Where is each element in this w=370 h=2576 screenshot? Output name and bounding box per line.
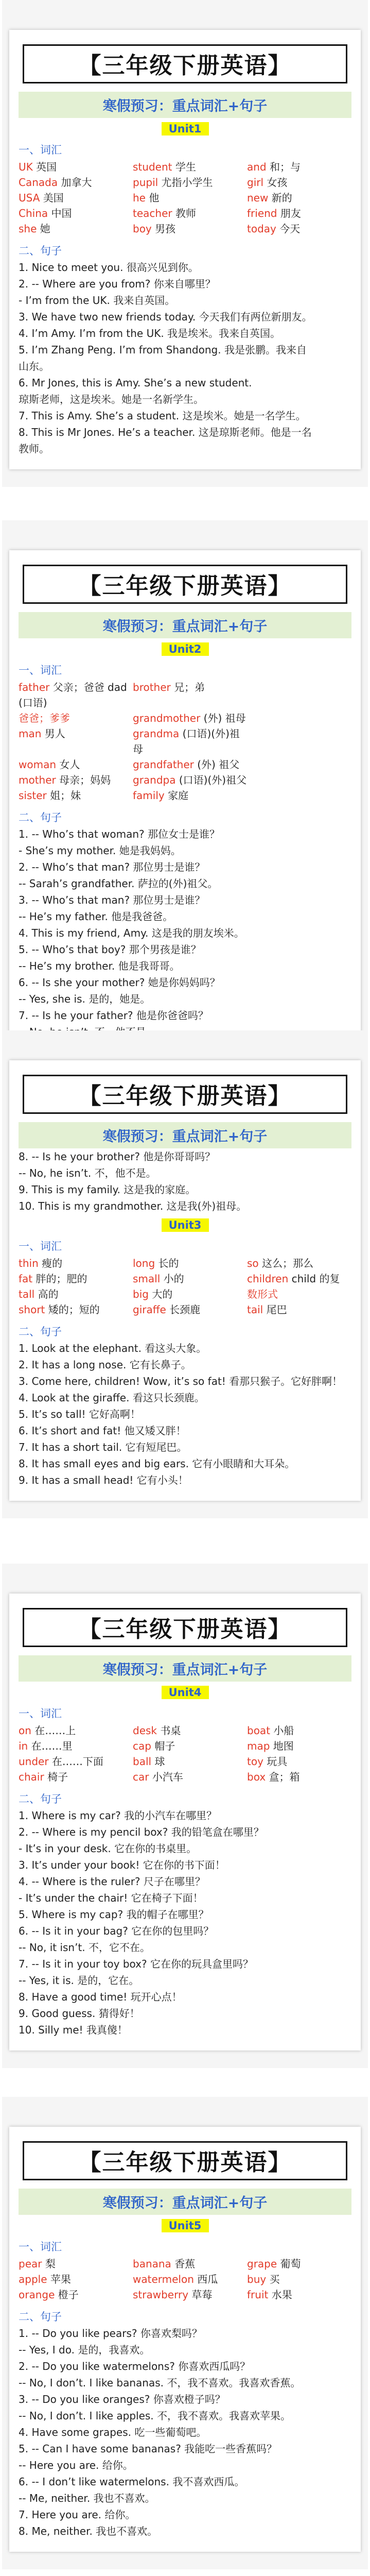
sentence-line: 5. Where is my cap? 我的帽子在哪里？ [19,1908,209,1921]
sentence-line: 6. -- Is she your mother? 她是你妈妈吗？ [19,976,220,989]
sentence-line: 琼斯老师，这是埃米。她是一名新学生。 [19,393,204,405]
content-card [9,550,361,1053]
sentence-line: 6. Mr Jones, this is Amy. She’s a new student. [19,377,252,389]
vocab-meaning: (外) 祖父 [197,758,240,771]
vocab-word: she [19,223,37,235]
vocab-word: today [247,223,276,235]
sentence-line: 3. -- Do you like oranges? 你喜欢橙子吗？ [19,2393,225,2405]
sentence-line: 5. It’s so tall! 它好高啊！ [19,1408,140,1420]
sentence-line: 2. It has a long nose. 它有长鼻子。 [19,1359,191,1371]
vocab-item [133,175,247,190]
sentence-line: -- Here you are. 给你。 [19,2459,133,2471]
vocab-item [247,1738,360,1754]
vocab-item [133,1769,247,1785]
sentence-line: 2. -- Do you like watermelons? 你喜欢西瓜吗？ [19,2360,251,2372]
vocab-meaning: 在……下面 [51,1755,103,1768]
sentence-line: 4. This is my friend, Amy. 这是我的朋友埃米。 [19,927,244,939]
vocab-meaning: 男人 [44,727,65,740]
vocab-word: under [19,1755,49,1768]
title-box [23,2141,347,2180]
vocab-item [19,757,133,772]
vocab-grid [19,1256,351,1317]
sentence-line: - It’s under the chair! 它在椅子下面！ [19,1892,203,1904]
vocab-word: 数形式 [247,1288,278,1300]
vocab-item [19,175,133,190]
vocab-item [247,1302,360,1317]
vocab-meaning: 兄；弟 [174,681,205,693]
sentences-heading: 二、句子 [19,1793,62,1805]
vocab-item [247,190,360,206]
vocab-word: box [247,1771,266,1783]
unit-tag: Unit2 [162,642,209,656]
vocab-meaning: 他 [149,192,160,204]
page-panel [2,1564,368,2068]
vocab-item [133,1723,247,1738]
sentence-line: 2. -- Where are you from? 你来自哪里？ [19,278,216,290]
vocab-item [247,159,360,175]
vocab-item [133,772,247,788]
vocab-item [247,1271,360,1286]
vocab-meaning: 葡萄 [280,2258,301,2270]
vocab-item [19,1302,133,1317]
vocab-word: man [19,727,42,740]
vocab-item [247,2256,360,2272]
vocab-word: children [247,1273,289,1285]
vocab-meaning: 梨 [45,2258,56,2270]
vocab-word: brother [133,681,171,693]
sentence-line: 4. -- Where is the ruler? 尺子在哪里？ [19,1875,205,1888]
sentence-line: 6. -- Is it in your bag? 它在你的包里吗？ [19,1925,214,1937]
vocab-meaning: 在……上 [34,1724,76,1737]
sentence-line: 7. -- Is it in your toy box? 它在你的玩具盒里吗？ [19,1958,253,1970]
vocab-word: USA [19,192,40,204]
vocab-item [133,2287,247,2302]
vocab-item [133,206,247,221]
vocab-item [19,726,133,757]
page-title: 【三年级下册英语】 [78,2149,292,2176]
sentence-line: 4. Have some grapes. 吃一些葡萄吧。 [19,2426,207,2438]
page-panel [2,0,368,487]
vocab-item [19,2287,133,2302]
vocab-word: friend [247,207,277,219]
vocab-item [133,788,247,803]
sentence-line: 1. Look at the elephant. 看这头大象。 [19,1342,207,1354]
vocab-item [247,726,360,757]
sentence-line: - It’s in your desk. 它在你的书桌里。 [19,1842,197,1855]
vocab-meaning: 今天 [279,223,301,235]
vocab-heading: 一、词汇 [19,1707,62,1720]
vocab-meaning: 和；与 [270,161,301,173]
vocab-word: grandfather [133,758,194,771]
vocab-item [133,757,247,772]
vocab-item [19,1723,133,1738]
sentence-line: 1. -- Who’s that woman? 那位女士是谁？ [19,828,220,840]
vocab-word: orange [19,2289,55,2301]
vocab-item [247,1723,360,1738]
vocab-word: 爸爸；爹爹 [19,712,70,724]
sentence-line: 10. Silly me! 我真傻！ [19,2024,128,2036]
vocab-item [133,190,247,206]
sentence-line: 3. Come here, children! Wow, it’s so fat! 看那只猴子。它好胖啊！ [19,1375,343,1387]
sentence-line: 山东。 [19,360,49,372]
vocab-item [133,1302,247,1317]
vocab-item [19,2272,133,2287]
vocab-meaning: 新的 [271,192,292,204]
vocab-meaning: 母亲；妈妈 [59,774,111,786]
sentence-line: -- Yes, she is. 是的，她是。 [19,993,151,1005]
vocab-meaning: 椅子 [47,1771,68,1783]
vocab-item [247,221,360,236]
sentence-line: -- No, I don’t. I like bananas. 不，我不喜欢。我喜欢香蕉。 [19,2377,301,2389]
vocab-item [133,2272,247,2287]
vocab-item [247,2287,360,2302]
sentence-line: -- No, he isn’t. 不，他不是。 [19,1167,156,1179]
title-box [23,1608,347,1647]
sentence-line: 9. Good guess. 猜得好！ [19,2007,140,2020]
vocab-item [247,710,360,726]
vocab-item [247,680,360,710]
vocab-meaning: 瘦的 [42,1257,63,1269]
page-title: 【三年级下册英语】 [78,53,292,79]
vocab-word: big [133,1288,149,1300]
vocab-item [19,1754,133,1769]
subtitle-banner: 寒假预习：重点词汇+句子 [19,2189,351,2215]
vocab-word: car [133,1771,149,1783]
vocab-item [133,1256,247,1271]
sentence-line: 8. It has small eyes and big ears. 它有小眼睛和大耳朵。 [19,1458,295,1470]
vocab-heading: 一、词汇 [19,664,62,676]
vocab-item [133,1286,247,1302]
vocab-word: grandma [133,727,180,740]
sentence-line: -- Yes, it is. 是的，它在。 [19,1974,139,1987]
vocab-meaning: 小船 [273,1724,294,1737]
vocab-meaning: 教师 [175,207,196,219]
subtitle-banner: 寒假预习：重点词汇+句子 [19,1122,351,1148]
page-title: 【三年级下册英语】 [78,1616,292,1642]
sentence-line: 1. -- Do you like pears? 你喜欢梨吗？ [19,2327,202,2340]
sentence-line: 8. Me, neither. 我也不喜欢。 [19,2525,158,2537]
sentence-line: - I’m from the UK. 我来自英国。 [19,294,175,307]
vocab-meaning: 香蕉 [174,2258,196,2270]
vocab-meaning: 大的 [152,1288,173,1300]
vocab-item [247,757,360,772]
vocab-item [133,726,247,757]
sentence-line: 6. -- I don’t like watermelons. 我不喜欢西瓜。 [19,2476,245,2488]
vocab-item [133,710,247,726]
sentences-heading: 二、句子 [19,1326,62,1338]
vocab-word: on [19,1724,31,1737]
sentence-line: 9. It has a small head! 它有小头！ [19,1474,188,1486]
sentence-line: 7. -- Is he your father? 他是你爸爸吗？ [19,1009,208,1022]
vocab-item [133,1754,247,1769]
vocab-heading: 一、词汇 [19,1240,62,1252]
vocab-word: mother [19,774,56,786]
unit-tag: Unit5 [162,2219,209,2232]
vocab-item [133,680,247,710]
vocab-meaning: 长颈鹿 [169,1303,201,1316]
sentence-line: 8. This is Mr Jones. He’s a teacher. 这是琼斯老师。他是一名 [19,426,312,438]
vocab-word: girl [247,176,264,189]
vocab-word: Canada [19,176,58,189]
vocab-word: ball [133,1755,152,1768]
vocab-meaning: 女孩 [267,176,288,189]
vocab-meaning: 球 [154,1755,165,1768]
vocab-item [19,206,133,221]
vocab-word: small [133,1273,161,1285]
vocab-grid [19,680,351,803]
vocab-meaning: 长的 [158,1257,179,1269]
vocab-meaning: 加拿大 [61,176,92,189]
vocab-item [247,1769,360,1785]
vocab-meaning: 尾巴 [266,1303,287,1316]
vocab-meaning: 矮的；短的 [48,1303,100,1316]
vocab-meaning: (口语)(外)祖父 [179,774,247,786]
vocab-item [247,772,360,788]
vocab-meaning: 姐；妹 [50,789,81,802]
vocab-meaning: 英国 [36,161,57,173]
sentence-line: -- He’s my brother. 他是我哥哥。 [19,960,180,972]
vocab-item [19,1256,133,1271]
vocab-item [19,2256,133,2272]
sentence-line: -- Me, neither. 我也不喜欢。 [19,2492,155,2504]
vocab-meaning: 苹果 [50,2273,71,2285]
vocab-word: thin [19,1257,39,1269]
vocab-meaning: 家庭 [168,789,189,802]
unit-tag: Unit4 [162,1686,209,1699]
sentence-line: 8. Have a good time! 玩开心点！ [19,1991,182,2003]
sentences-heading: 二、句子 [19,245,62,257]
vocab-word: grape [247,2258,277,2270]
sentence-line: 10. This is my grandmother. 这是我(外)祖母。 [19,1200,247,1212]
vocab-word: China [19,207,48,219]
vocab-meaning: 小的 [163,1273,184,1285]
vocab-word: family [133,789,165,802]
vocab-word: watermelon [133,2273,194,2285]
sentence-line: 3. It’s under your book! 它在你的书下面！ [19,1859,225,1871]
page-title: 【三年级下册英语】 [78,1083,292,1109]
sentence-line: -- No, it isn’t. 不，它不在。 [19,1941,151,1954]
vocab-item [19,1271,133,1286]
vocab-item [247,2272,360,2287]
content-card [9,2127,361,2552]
vocab-word: woman [19,758,57,771]
vocab-meaning: 草莓 [191,2289,213,2301]
vocab-word: he [133,192,146,204]
sentence-line: 7. This is Amy. She’s a student. 这是埃米。她是一名学生。 [19,410,306,422]
vocab-item [133,1738,247,1754]
vocab-item [19,1738,133,1754]
vocab-word: UK [19,161,33,173]
sentence-line: 5. -- Who’s that boy? 那个男孩是谁？ [19,943,201,956]
page-panel [2,1030,368,1518]
sentence-line: 8. -- Is he your brother? 他是你哥哥吗？ [19,1150,216,1163]
vocab-word: grandpa [133,774,176,786]
vocab-word: teacher [133,207,172,219]
vocab-meaning: 美国 [43,192,64,204]
content-card [9,1060,361,1501]
sentences-heading: 二、句子 [19,2311,62,2323]
vocab-meaning: 父亲；爸爸 dad (口语) [19,681,127,709]
vocab-word: desk [133,1724,157,1737]
vocab-meaning: 高的 [38,1288,59,1300]
vocab-word: tall [19,1288,35,1300]
vocab-meaning: child 的复 [291,1273,340,1285]
vocab-item [19,221,133,236]
vocab-item [19,1769,133,1785]
content-card [9,30,361,469]
vocab-word: father [19,681,50,693]
sentence-line: 1. Nice to meet you. 很高兴见到你。 [19,261,199,274]
vocab-item [133,2256,247,2272]
sentence-line: 1. Where is my car? 我的小汽车在哪里？ [19,1809,217,1822]
vocab-meaning: 橙子 [58,2289,79,2301]
vocab-word: tail [247,1303,263,1316]
vocab-meaning: 胖的；肥的 [36,1273,87,1285]
unit-tag: Unit3 [162,1218,209,1232]
sentence-line: 3. We have two new friends today. 今天我们有两位新朋友。 [19,311,312,323]
vocab-item [133,1271,247,1286]
vocab-grid [19,159,351,236]
vocab-word: chair [19,1771,44,1783]
sentence-line: 2. -- Who’s that man? 那位男士是谁？ [19,861,205,873]
vocab-word: short [19,1303,45,1316]
sentence-line: 4. I’m Amy. I’m from the UK. 我是埃米。我来自英国。 [19,327,281,340]
sentence-line: -- Sarah’s grandfather. 萨拉的(外)祖父。 [19,877,218,890]
vocab-grid [19,2256,351,2302]
title-box [23,1075,347,1114]
vocab-word: buy [247,2273,267,2285]
page-title: 【三年级下册英语】 [78,573,292,599]
sentence-line: 9. This is my family. 这是我的家庭。 [19,1183,196,1196]
sentence-line: 3. -- Who’s that man? 那位男士是谁？ [19,894,205,906]
vocab-item [19,710,133,726]
vocab-item [247,1286,360,1302]
sentence-line: 教师。 [19,443,49,455]
vocab-meaning: 帽子 [154,1740,175,1752]
vocab-meaning: (口语)(外)祖母 [133,727,240,755]
vocab-item [19,190,133,206]
vocab-heading: 一、词汇 [19,144,62,156]
vocab-item [19,680,133,710]
vocab-item [19,772,133,788]
vocab-word: student [133,161,172,173]
vocab-meaning: 中国 [51,207,72,219]
vocab-item [247,206,360,221]
vocab-meaning: 这么；那么 [262,1257,314,1269]
vocab-word: toy [247,1755,263,1768]
vocab-meaning: 西瓜 [197,2273,218,2285]
vocab-item [19,159,133,175]
vocab-meaning: 玩具 [267,1755,288,1768]
vocab-meaning: 书桌 [160,1724,181,1737]
vocab-meaning: 买 [269,2273,280,2285]
vocab-item [247,788,360,803]
vocab-meaning: 女人 [59,758,80,771]
vocab-word: boy [133,223,152,235]
vocab-meaning: (外) 祖母 [203,712,246,724]
vocab-meaning: 盒；箱 [269,1771,300,1783]
unit-tag: Unit1 [162,122,209,135]
vocab-item [19,1286,133,1302]
sentence-line: 4. Look at the giraffe. 看这只长颈鹿。 [19,1392,205,1404]
vocab-item [247,1256,360,1271]
vocab-heading: 一、词汇 [19,2241,62,2253]
vocab-word: pear [19,2258,42,2270]
sentence-line: -- Yes, I do. 是的，我喜欢。 [19,2344,150,2356]
sentence-line: - She’s my mother. 她是我妈妈。 [19,844,181,857]
vocab-meaning: 小汽车 [152,1771,183,1783]
sentence-line: 6. It’s short and fat! 他又矮又胖！ [19,1425,186,1437]
content-card [9,1594,361,2050]
vocab-item [133,221,247,236]
vocab-word: apple [19,2273,47,2285]
vocab-word: in [19,1740,28,1752]
page-panel [2,2097,368,2569]
sentence-line: 7. Here you are. 给你。 [19,2509,136,2521]
vocab-word: giraffe [133,1303,166,1316]
subtitle-banner: 寒假预习：重点词汇+句子 [19,1655,351,1682]
vocab-word: boat [247,1724,271,1737]
sentence-line: 5. -- Can I have some bananas? 我能吃一些香蕉吗？ [19,2443,277,2455]
vocab-word: grandmother [133,712,201,724]
vocab-grid [19,1723,351,1785]
vocab-meaning: 尤指小学生 [161,176,213,189]
sentence-line: -- He’s my father. 他是我爸爸。 [19,910,173,923]
vocab-item [247,1754,360,1769]
vocab-meaning: 在……里 [31,1740,73,1752]
subtitle-banner: 寒假预习：重点词汇+句子 [19,92,351,118]
vocab-meaning: 她 [40,223,50,235]
vocab-item [133,159,247,175]
sentence-line: 5. I’m Zhang Peng. I’m from Shandong. 我是张鹏。我来自 [19,344,307,356]
vocab-word: so [247,1257,259,1269]
vocab-meaning: 地图 [273,1740,294,1752]
vocab-word: cap [133,1740,151,1752]
title-box [23,44,347,83]
vocab-word: new [247,192,269,204]
subtitle-banner: 寒假预习：重点词汇+句子 [19,612,351,638]
vocab-word: long [133,1257,155,1269]
sentence-line: -- No, I don’t. I like apples. 不，我不喜欢。我喜欢苹果。 [19,2410,291,2422]
vocab-item [19,788,133,803]
vocab-meaning: 学生 [175,161,196,173]
sentence-line: 7. It has a short tail. 它有短尾巴。 [19,1441,187,1453]
vocab-item [247,175,360,190]
vocab-word: fruit [247,2289,269,2301]
vocab-meaning: 水果 [271,2289,292,2301]
vocab-meaning: 男孩 [155,223,176,235]
vocab-word: sister [19,789,47,802]
vocab-word: banana [133,2258,171,2270]
vocab-word: map [247,1740,270,1752]
vocab-word: strawberry [133,2289,189,2301]
vocab-word: and [247,161,267,173]
vocab-word: fat [19,1273,33,1285]
title-box [23,565,347,604]
vocab-meaning: 朋友 [280,207,301,219]
vocab-word: pupil [133,176,158,189]
page-panel [2,520,368,1070]
sentence-line: 2. -- Where is my pencil box? 我的铅笔盒在哪里？ [19,1826,264,1838]
sentences-heading: 二、句子 [19,811,62,824]
